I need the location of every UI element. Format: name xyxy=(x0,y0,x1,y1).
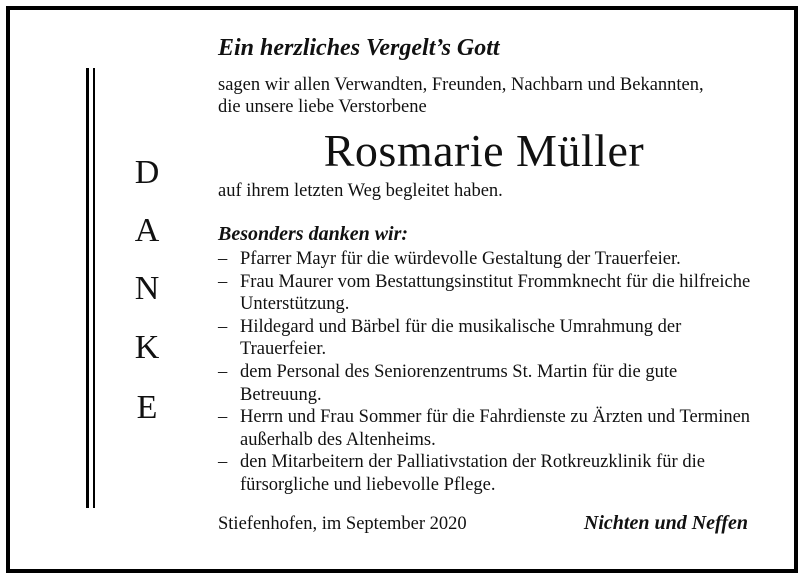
thanks-text: Pfarrer Mayr für die würdevolle Gestaltung der Trauerfeier. xyxy=(240,249,681,269)
dash-bullet: – xyxy=(218,316,228,337)
danke-letter: K xyxy=(134,329,160,366)
vertical-rule-thin xyxy=(93,68,95,508)
place-date: Stiefenhofen, im September 2020 xyxy=(218,514,467,534)
dash-bullet: – xyxy=(218,407,228,428)
danke-letter: A xyxy=(134,212,160,249)
thanks-text: Frau Maurer vom Bestattungsinstitut Frommknecht für die hilfreiche Unterstützung. xyxy=(240,271,751,315)
list-item xyxy=(218,248,758,271)
after-name-line: auf ihrem letzten Weg begleitet haben. xyxy=(218,181,503,201)
danke-letter: D xyxy=(134,154,160,191)
list-item xyxy=(218,316,758,361)
thanks-text: Hildegard und Bärbel für die musikalische Umrahmung der Trauerfeier. xyxy=(240,316,682,360)
list-item xyxy=(218,451,758,496)
dash-bullet: – xyxy=(218,361,228,382)
dash-bullet: – xyxy=(218,452,228,473)
notice-heading: Ein herzliches Vergelt’s Gott xyxy=(218,35,500,61)
thanks-list xyxy=(218,248,758,497)
deceased-name: Rosmarie Müller xyxy=(323,125,645,176)
danke-letter: E xyxy=(136,389,158,426)
thanks-heading: Besonders danken wir: xyxy=(218,223,409,245)
intro-line: sagen wir allen Verwandten, Freunden, Nachbarn und Bekannten, xyxy=(218,75,704,95)
thanks-text: dem Personal des Seniorenzentrums St. Martin für die gute Betreuung. xyxy=(240,361,678,405)
intro-line: die unsere liebe Verstorbene xyxy=(218,97,427,117)
list-item xyxy=(218,271,758,316)
list-item xyxy=(218,406,758,451)
vertical-rule-thick xyxy=(86,68,89,508)
danke-letter: N xyxy=(134,270,160,307)
dash-bullet: – xyxy=(218,271,228,292)
thanks-text: den Mitarbeitern der Palliativstation der Rotkreuzklinik für die fürsorgliche und liebevolle Pflege. xyxy=(240,452,705,495)
list-item xyxy=(218,361,758,406)
thanks-text: Herrn und Frau Sommer für die Fahrdienste zu Ärzten und Terminen außerhalb des Altenheims. xyxy=(240,407,751,450)
dash-bullet: – xyxy=(218,249,228,269)
signature: Nichten und Neffen xyxy=(583,512,748,534)
